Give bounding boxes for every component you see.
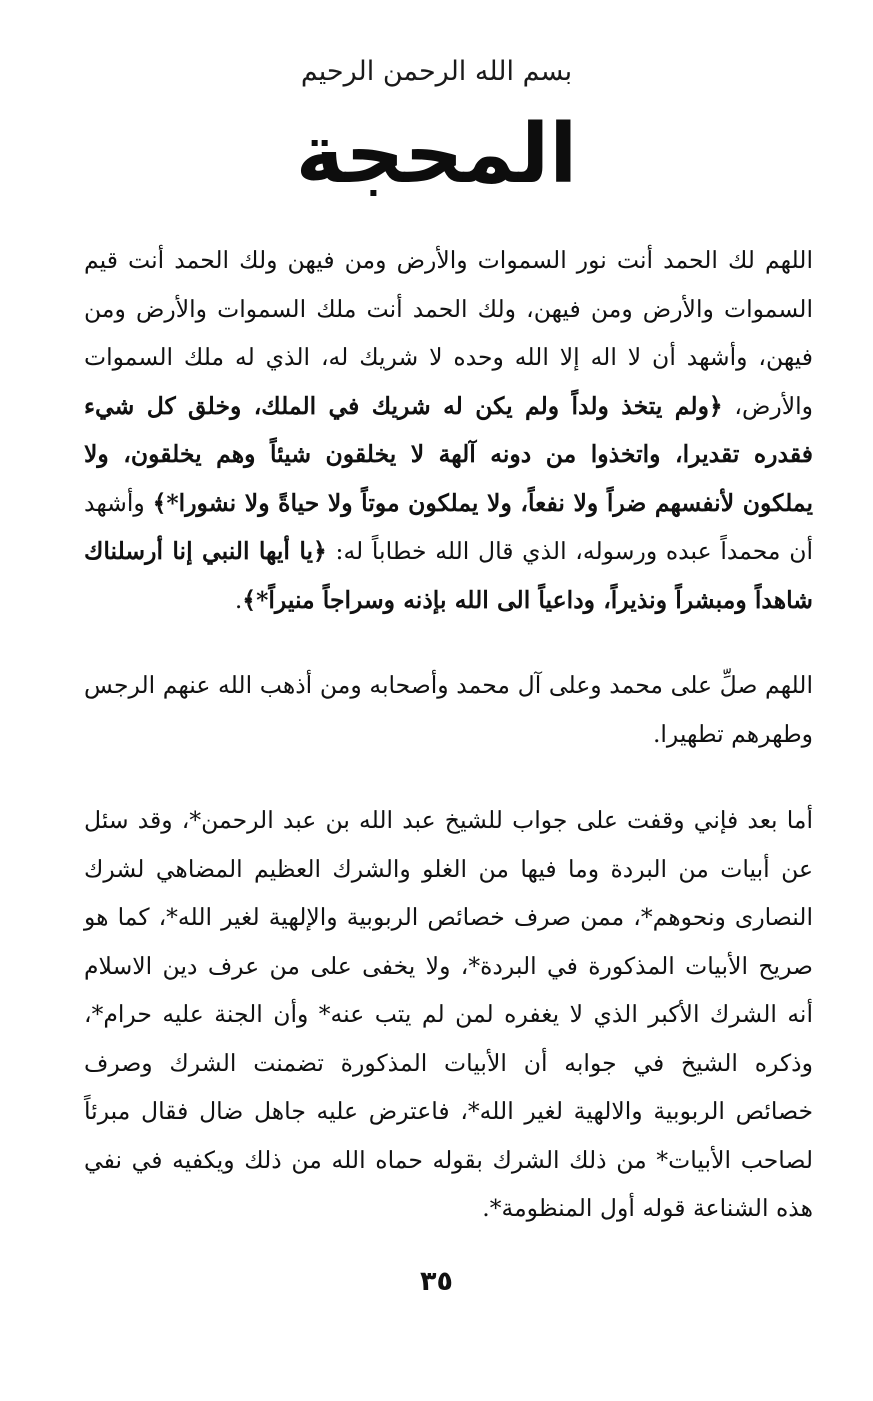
paragraph-salutation: اللهم صلِّ على محمد وعلى آل محمد وأصحابه ومن أذهب الله عنهم الرجس وطهرهم تطهيرا. — [84, 671, 813, 748]
quran-verse: ﴿ولم يتخذ ولداً ولم يكن له شريك في الملك، وخلق كل شيء فقدره تقديرا، واتخذوا من دونه آلهة لا يخلقون شيئاً وهم يخلقون، ولا يملكون لأنفسهم ضراً ولا نفعاً، ولا يملكون موتاً ولا حياةً ولا نشورا*﴾ — [84, 391, 813, 517]
paragraph-text: . — [234, 585, 243, 614]
paragraph-opening-praise — [84, 236, 813, 624]
basmala-heading: بسم الله الرحمن الرحيم — [300, 56, 573, 87]
page-title: المحجة — [295, 107, 578, 202]
body-text — [84, 236, 813, 1233]
paragraph-main-discussion: أما بعد فإني وقفت على جواب للشيخ عبد الله بن عبد الرحمن*، وقد سئل عن أبيات من البردة وما فيها من الغلو والشرك العظيم المضاهي لشرك النصارى ونحوهم*، ممن صرف خصائص الربوبية والإلهية لغير الله*، كما هو صريح الأبيات المذكورة في البردة*، ولا يخفى على من عرف دين الاسلام أنه الشرك الأكبر الذي لا يغفره لمن لم يتب عنه* وأن الجنة عليه حرام*، وذكره الشيخ في جوابه أن الأبيات المذكورة تضمنت الشرك وصرف خصائص الربوبية والالهية لغير الله*، فاعترض عليه جاهل ضال فقال مبرئاً لصاحب الأبيات* من ذلك الشرك بقوله حماه الله من ذلك ويكفيه في نفي هذه الشناعة قوله أول المنظومة*. — [84, 806, 813, 1222]
paragraph-text: وأشهد أن محمداً عبده ورسوله، الذي قال الله خطاباً له: — [84, 488, 814, 565]
page-number: ٣٥ — [420, 1266, 453, 1297]
paragraph-text: اللهم لك الحمد أنت نور السموات والأرض ومن فيهن ولك الحمد أنت قيم السموات والأرض ومن فيهن، ولك الحمد أنت ملك السموات والأرض ومن فيهن، وأشهد أن لا اله إلا الله وحده لا شريك له، الذي له ملك السموات والأرض، — [84, 246, 813, 420]
quran-verse: ﴿يا أيها النبي إنا أرسلناك شاهداً ومبشراً ونذيراً، وداعياً الى الله بإذنه وسراجاً منيراً*﴾ — [84, 537, 813, 614]
